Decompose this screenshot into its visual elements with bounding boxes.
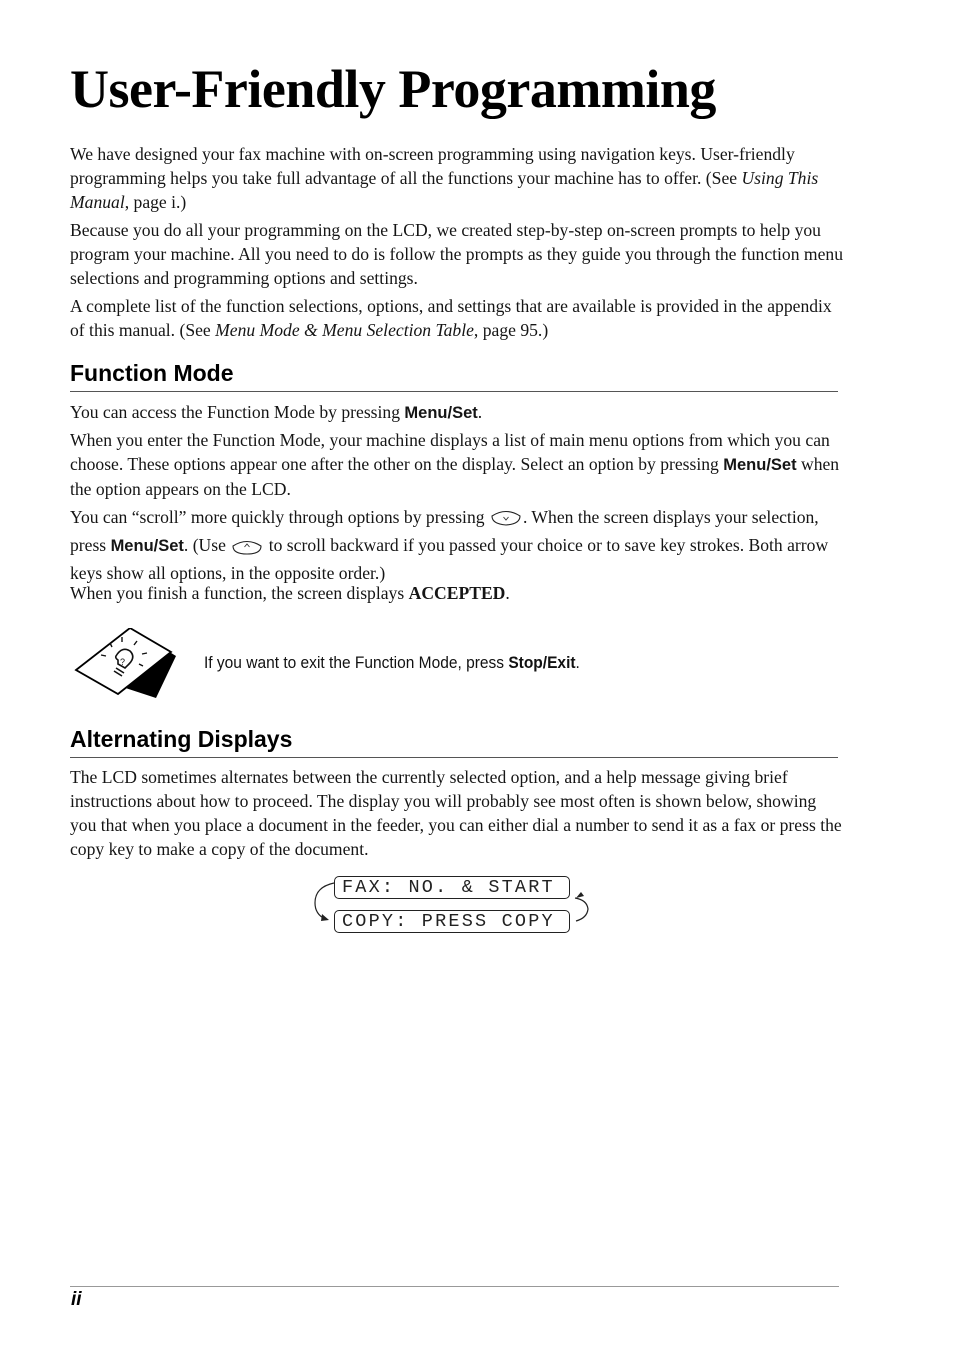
page-title: User-Friendly Programming <box>70 59 716 119</box>
alternating-displays-heading: Alternating Displays <box>70 725 838 758</box>
menu-set-key-label: Menu/Set <box>110 537 184 555</box>
lcd-display-line-1: FAX: NO. & START <box>334 876 570 899</box>
footer-divider <box>70 1286 839 1287</box>
menu-table-reference: Menu Mode & Menu Selection Table <box>215 320 474 340</box>
function-mode-paragraph-3: You can “scroll” more quickly through options by pressing . When the screen displays your selection, press Menu/Set. (Use to scroll backward if you passed your choice or to save key strokes. Both arrow keys show all options, in the opposite order.) <box>70 507 829 583</box>
scroll-down-key-icon <box>490 509 522 533</box>
function-mode-paragraph-2: When you enter the Function Mode, your machine displays a list of main menu options from which you can choose. These options appear one after the other on the display. Select an option by pressing Menu/Set when the option appears on the LCD. <box>70 430 840 499</box>
scroll-up-key-icon <box>231 537 263 561</box>
lcd-display-line-2: COPY: PRESS COPY <box>334 910 570 933</box>
stop-exit-key-label: Stop/Exit <box>508 654 576 672</box>
menu-set-key-label: Menu/Set <box>404 404 478 422</box>
manual-reference: Using This Manual <box>70 168 819 212</box>
menu-set-key-label: Menu/Set <box>723 456 797 474</box>
alternating-displays-paragraph: The LCD sometimes alternates between the currently selected option, and a help message giving brief instructions about how to proceed. The display you will probably see most often is shown below, showing you that when you place a document in the feeder, you can either dial a number to send it as a fax or press the copy key to make a copy of the document. <box>70 767 842 859</box>
lightbulb-note-icon <box>74 628 178 705</box>
function-mode-heading: Function Mode <box>70 359 838 392</box>
page-number: ii <box>71 1289 82 1310</box>
intro-paragraph-2: Because you do all your programming on the LCD, we created step-by-step on-screen prompts to help you program your machine. All you need to do is follow the prompts as they guide you through the function menu selections and programming options and settings. <box>70 220 844 288</box>
function-mode-paragraph-4: When you finish a function, the screen displays ACCEPTED. <box>70 583 510 603</box>
intro-paragraph-3: A complete list of the function selections, options, and settings that are available is provided in the appendix of this manual. (See Menu Mode & Menu Selection Table, page 95.) <box>70 296 832 340</box>
intro-paragraph-1: We have designed your fax machine with on-screen programming using navigation keys. User-friendly programming helps you take full advantage of all the functions your machine has to offer. (See Using This Manual, page i.) <box>70 144 819 212</box>
accepted-display-word: ACCEPTED <box>408 583 506 603</box>
note-text: If you want to exit the Function Mode, press Stop/Exit. <box>204 654 580 672</box>
function-mode-paragraph-1: You can access the Function Mode by pressing Menu/Set. <box>70 402 483 422</box>
svg-text:?: ? <box>120 657 126 667</box>
